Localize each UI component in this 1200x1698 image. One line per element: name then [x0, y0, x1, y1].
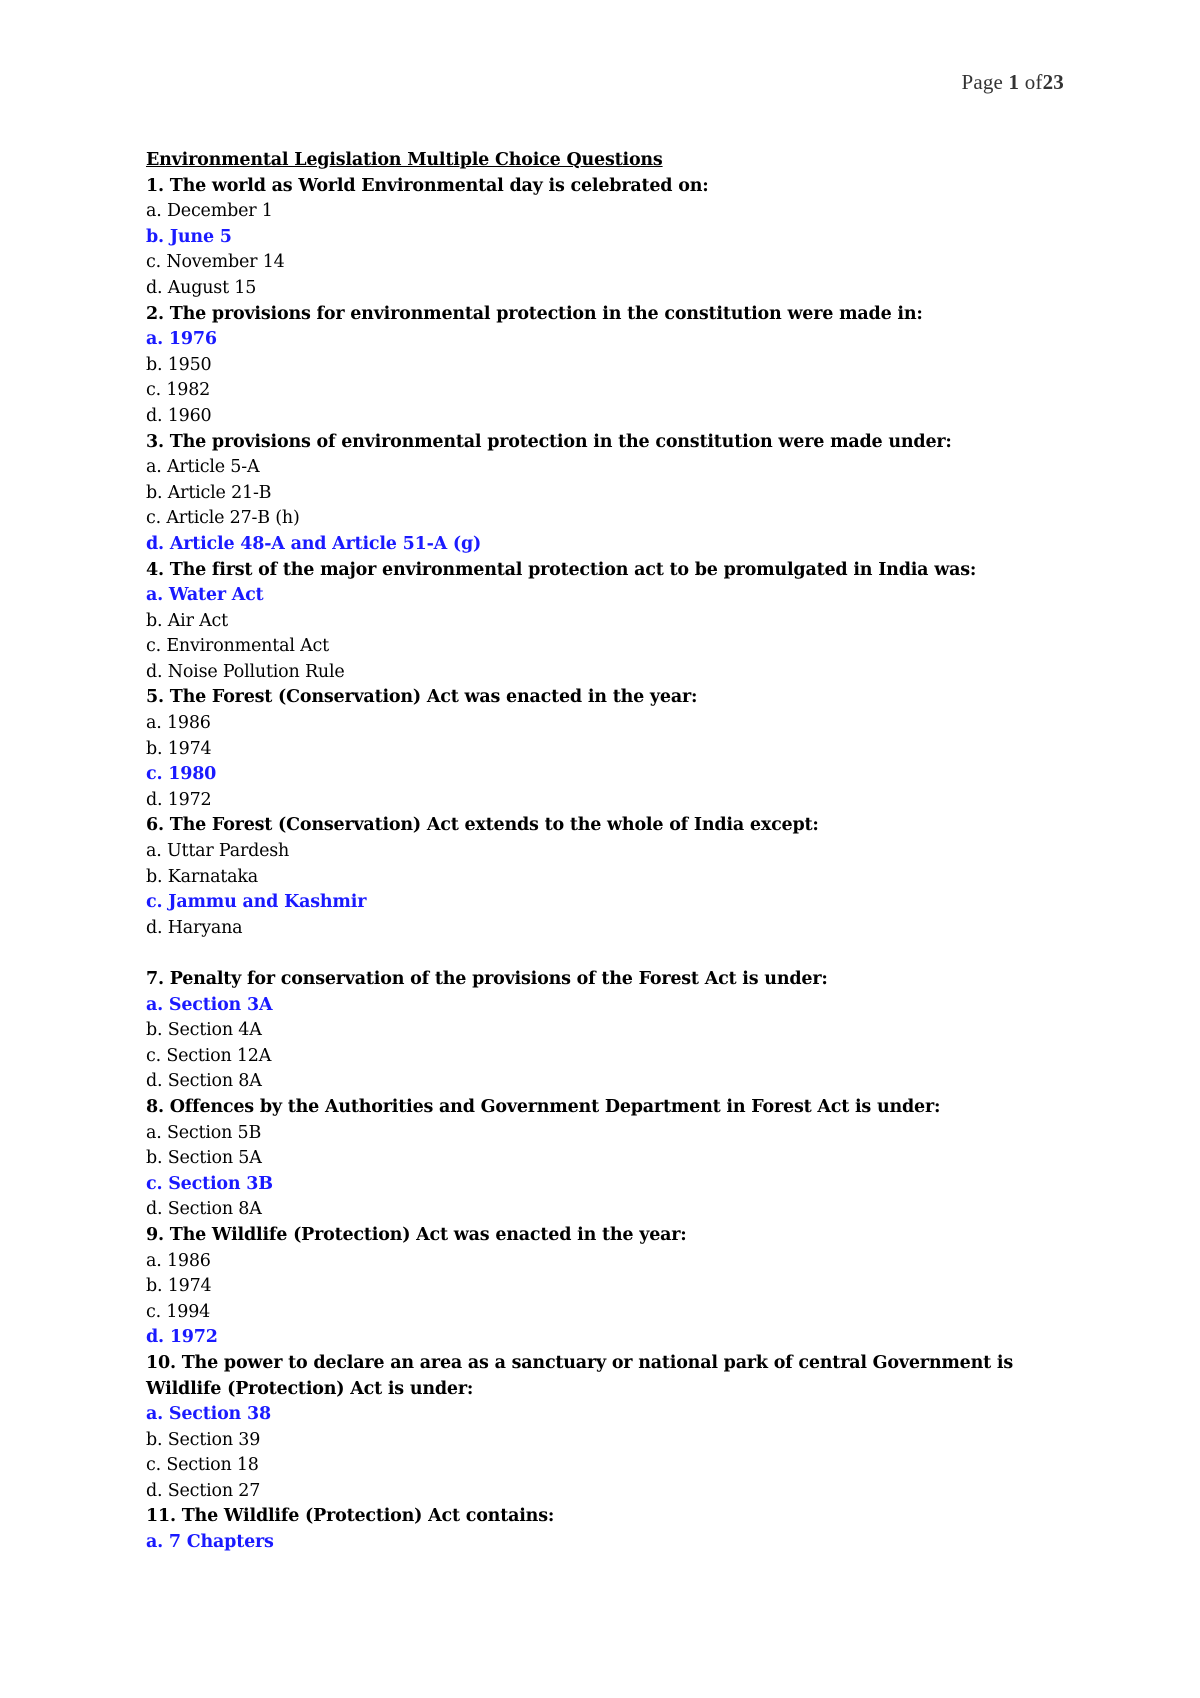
answer-option: a. Uttar Pardesh [146, 841, 290, 862]
answer-option: c. 1982 [146, 380, 211, 401]
answer-option: b. Section 39 [146, 1429, 261, 1450]
question-text: 10. The power to declare an area as a sanctuary or national park of central Government is Wildlife (Protection) Act is under: [146, 1352, 1014, 1399]
answer-option: c. Section 12A [146, 1045, 272, 1066]
question-block [146, 1351, 1066, 1505]
page-of: of [1024, 70, 1043, 94]
page-number [961, 70, 1064, 95]
answer-option: c. Article 27-B (h) [146, 508, 300, 529]
answer-option: c. November 14 [146, 252, 285, 273]
answer-option: b. Article 21-B [146, 482, 272, 503]
correct-answer-option: c. 1980 [146, 764, 217, 785]
question-text: 11. The Wildlife (Protection) Act contains: [146, 1506, 555, 1527]
correct-answer-option: c. Jammu and Kashmir [146, 892, 367, 913]
question-text: 3. The provisions of environmental protection in the constitution were made under: [146, 431, 952, 452]
question-block [146, 558, 1066, 686]
question-text: 4. The first of the major environmental protection act to be promulgated in India was: [146, 559, 977, 580]
answer-option: d. 1972 [146, 789, 212, 810]
correct-answer-option: a. Water Act [146, 585, 264, 606]
question-block [146, 1223, 1066, 1351]
page-total: 23 [1042, 70, 1064, 94]
answer-option: a. December 1 [146, 201, 273, 222]
correct-answer-option: d. 1972 [146, 1327, 218, 1348]
question-block [146, 1095, 1066, 1223]
answer-option: b. Section 5A [146, 1148, 262, 1169]
page-current: 1 [1008, 70, 1020, 94]
answer-option: b. 1974 [146, 1276, 212, 1297]
question-block [146, 967, 1066, 1095]
correct-answer-option: b. June 5 [146, 226, 232, 247]
document-body [146, 148, 1066, 1556]
answer-option: a. 1986 [146, 713, 211, 734]
question-block [146, 1504, 1066, 1555]
blank-line [146, 941, 1066, 967]
page-prefix: Page [961, 70, 1004, 94]
correct-answer-option: a. 1976 [146, 329, 217, 350]
correct-answer-option: a. Section 38 [146, 1404, 271, 1425]
question-text: 9. The Wildlife (Protection) Act was enacted in the year: [146, 1224, 687, 1245]
answer-option: b. Karnataka [146, 866, 259, 887]
correct-answer-option: c. Section 3B [146, 1173, 273, 1194]
question-block [146, 813, 1066, 941]
answer-option: b. Air Act [146, 610, 228, 631]
document-title: Environmental Legislation Multiple Choice Questions [146, 150, 663, 170]
question-text: 7. Penalty for conservation of the provisions of the Forest Act is under: [146, 969, 828, 989]
answer-option: c. 1994 [146, 1301, 211, 1322]
question-text: 8. Offences by the Authorities and Government Department in Forest Act is under: [146, 1096, 941, 1117]
answer-option: a. Section 5B [146, 1122, 262, 1143]
question-block [146, 174, 1066, 302]
answer-option: c. Environmental Act [146, 636, 329, 657]
answer-option: d. Haryana [146, 917, 243, 938]
answer-option: a. Article 5-A [146, 457, 260, 478]
question-list [146, 174, 1066, 1556]
correct-answer-option: d. Article 48-A and Article 51-A (g) [146, 533, 482, 554]
answer-option: d. 1960 [146, 405, 212, 426]
correct-answer-option: a. Section 3A [146, 994, 273, 1015]
answer-option: a. 1986 [146, 1250, 211, 1271]
correct-answer-option: a. 7 Chapters [146, 1532, 274, 1553]
answer-option: b. 1974 [146, 738, 212, 759]
answer-option: d. Section 27 [146, 1480, 261, 1501]
answer-option: b. Section 4A [146, 1020, 262, 1041]
answer-option: c. Section 18 [146, 1455, 259, 1476]
question-block [146, 685, 1066, 813]
question-text: 1. The world as World Environmental day is celebrated on: [146, 175, 709, 196]
answer-option: d. August 15 [146, 277, 257, 298]
question-text: 2. The provisions for environmental protection in the constitution were made in: [146, 303, 923, 324]
answer-option: d. Noise Pollution Rule [146, 661, 345, 682]
question-text: 6. The Forest (Conservation) Act extends to the whole of India except: [146, 815, 819, 836]
question-block [146, 302, 1066, 430]
question-block [146, 430, 1066, 558]
answer-option: b. 1950 [146, 354, 212, 375]
question-text: 5. The Forest (Conservation) Act was enacted in the year: [146, 687, 698, 708]
answer-option: d. Section 8A [146, 1199, 262, 1220]
answer-option: d. Section 8A [146, 1071, 262, 1092]
